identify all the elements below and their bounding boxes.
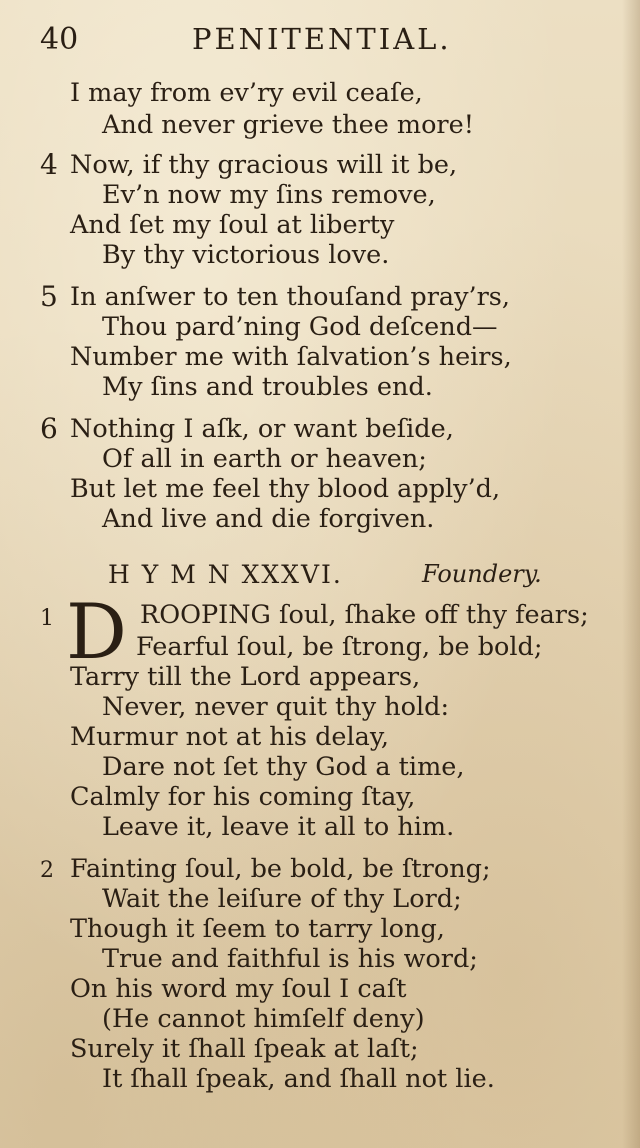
verse-line: On his word my ſoul I caſt bbox=[70, 974, 407, 1004]
verse-line: (He cannot himſelf deny) bbox=[102, 1004, 425, 1034]
verse-line: Of all in earth or heaven; bbox=[102, 444, 427, 474]
page-number: 40 bbox=[40, 22, 79, 57]
verse-line: Dare not ſet thy God a time, bbox=[102, 752, 465, 782]
verse-line: Calmly for his coming ſtay, bbox=[70, 782, 416, 812]
verse-line: Wait the leiſure of thy Lord; bbox=[102, 884, 462, 914]
running-head bbox=[0, 18, 640, 58]
verse-line: Number me with ſalvation’s heirs, bbox=[70, 342, 512, 372]
verse-line: Tarry till the Lord appears, bbox=[70, 662, 421, 692]
verse-line: Fainting ſoul, be bold, be ſtrong; bbox=[70, 854, 491, 884]
page-edge-shadow bbox=[622, 0, 640, 1148]
section-title: PENITENTIAL. bbox=[192, 22, 452, 56]
verse-line: Surely it ſhall ſpeak at laſt; bbox=[70, 1034, 419, 1064]
verse-line: Murmur not at his delay, bbox=[70, 722, 389, 752]
hymn-heading: H Y M N XXXVI. bbox=[108, 560, 343, 589]
verse-line: ROOPING ſoul, ſhake off thy fears; bbox=[140, 600, 589, 630]
verse-line: Now, if thy gracious will it be, bbox=[70, 150, 458, 180]
verse-line: By thy victorious love. bbox=[102, 240, 390, 270]
verse-line: Though it ſeem to tarry long, bbox=[70, 914, 445, 944]
verse-number: 6 bbox=[40, 412, 58, 445]
verse-line: Leave it, leave it all to him. bbox=[102, 812, 455, 842]
verse-line: Never, never quit thy hold: bbox=[102, 692, 450, 722]
verse-line: In anſwer to ten thouſand pray’rs, bbox=[70, 282, 510, 312]
verse-line: Ev’n now my ſins remove, bbox=[102, 180, 436, 210]
verse-number: 1 bbox=[40, 606, 54, 631]
verse-line: Nothing I aſk, or want beſide, bbox=[70, 414, 454, 444]
verse-line: But let me feel thy blood apply’d, bbox=[70, 474, 501, 504]
verse-line: Thou pard’ning God deſcend— bbox=[102, 312, 498, 342]
carry-over-line: And never grieve thee more! bbox=[102, 110, 474, 140]
tune-name: Foundery. bbox=[422, 560, 542, 588]
verse-line: True and faithful is his word; bbox=[102, 944, 478, 974]
verse-number: 2 bbox=[40, 858, 54, 883]
verse-line: My ſins and troubles end. bbox=[102, 372, 433, 402]
verse-line: It ſhall ſpeak, and ſhall not lie. bbox=[102, 1064, 495, 1094]
verse-number: 5 bbox=[40, 280, 58, 313]
verse-number: 4 bbox=[40, 148, 58, 181]
verse-line: And ſet my ſoul at liberty bbox=[70, 210, 395, 240]
verse-line: Fearful ſoul, be ſtrong, be bold; bbox=[136, 632, 543, 662]
drop-cap: D bbox=[66, 587, 127, 676]
verse-line: And live and die forgiven. bbox=[102, 504, 435, 534]
carry-over-line: I may from ev’ry evil ceaſe, bbox=[70, 78, 423, 108]
